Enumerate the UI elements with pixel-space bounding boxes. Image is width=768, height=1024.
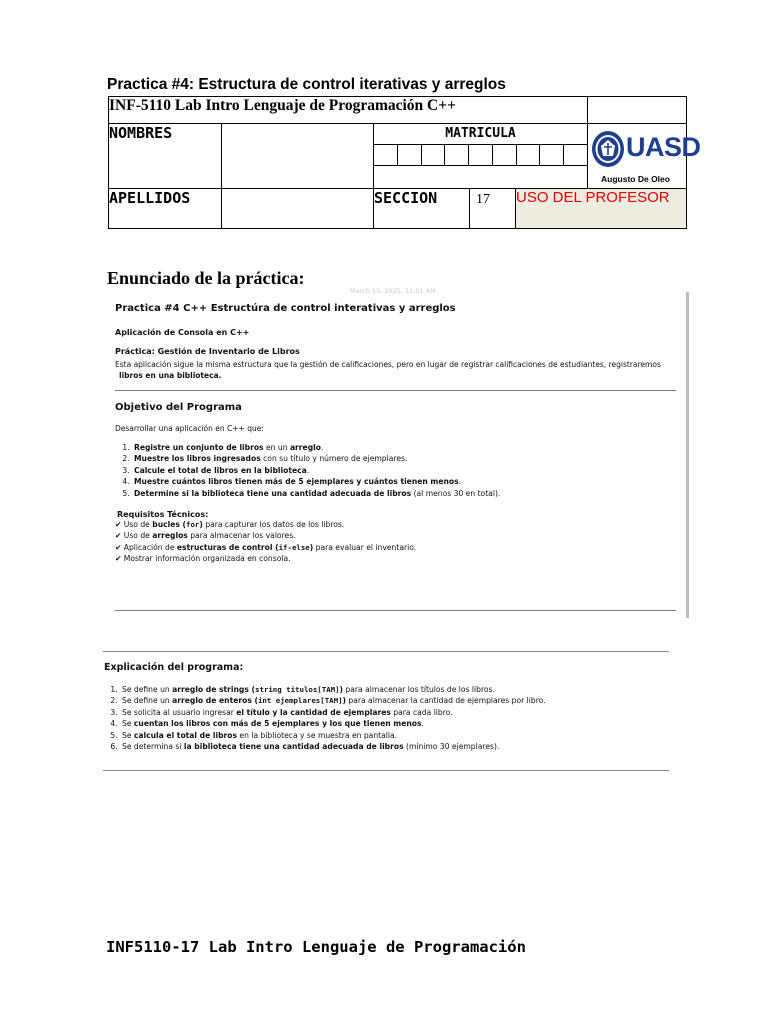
- intro-bold: libros en una biblioteca.: [119, 371, 222, 380]
- uasd-logo-text: UASD: [626, 132, 701, 162]
- app-type: Aplicación de Consola en C++: [115, 328, 250, 337]
- uasd-seal-icon: [591, 130, 625, 168]
- requisito-bold: arreglos: [152, 531, 188, 541]
- objetivo-item: [132, 453, 500, 464]
- requisito-text: ✔ Aplicación de: [115, 542, 177, 552]
- explicacion-text: Se define un: [122, 696, 173, 706]
- objetivo-text: en un: [263, 443, 290, 452]
- matricula-digit-box[interactable]: [398, 145, 422, 165]
- explicacion-bold: cuentan los libros con más de 5 ejemplares y los que tienen menos: [133, 719, 422, 729]
- objetivo-bold: arreglo: [289, 443, 321, 452]
- logo-caption: Augusto De Oleo: [601, 174, 670, 184]
- objetivo-item: [132, 476, 500, 487]
- objetivo-text: con su título y número de ejemplares.: [260, 454, 408, 464]
- requisito-text: ✔ Uso de: [115, 531, 153, 541]
- enunciado-heading: Enunciado de la práctica:: [107, 268, 305, 288]
- objetivo-text: .: [320, 443, 324, 452]
- requisito-bold: bucles (for): [152, 520, 203, 529]
- objetivo-bold: Calcule el total de libros en la biblioteca: [134, 465, 307, 475]
- matricula-label: MATRICULA: [445, 126, 516, 141]
- explicacion-text: para almacenar los títulos de los libros.: [343, 685, 495, 694]
- matricula-digit-box[interactable]: [540, 145, 564, 165]
- objetivo-item: [132, 465, 500, 476]
- matricula-digit-box[interactable]: [564, 145, 587, 165]
- matricula-digit-box[interactable]: [493, 145, 517, 165]
- explicacion-bold-end: ): [342, 696, 346, 706]
- matricula-digit-box[interactable]: [445, 145, 469, 165]
- blank-cell: [588, 97, 687, 124]
- explicacion-item: [120, 730, 546, 741]
- objetivo-bold: Muestre cuántos libros tienen más de 5 ejemplares y cuántos tienen menos: [134, 477, 459, 487]
- requisito-bold: estructuras de control (if-else): [176, 542, 314, 552]
- seccion-value: 17: [470, 189, 516, 229]
- objetivo-bold: Registre un conjunto de libros: [134, 443, 264, 452]
- code-token: string titulos[TAM]: [255, 685, 340, 694]
- explicacion-bold: calcula el total de libros: [133, 730, 238, 740]
- explicacion-heading: Explicación del programa:: [104, 662, 244, 673]
- requisitos-heading: Requisitos Técnicos:: [117, 510, 209, 519]
- intro-text: Esta aplicación sigue la misma estructura que la gestión de calificaciones, pero en lugar de registrar calificaciones de estudiantes, registraremos: [115, 360, 661, 369]
- objetivo-heading: Objetivo del Programa: [115, 402, 242, 413]
- explicacion-bold-end: ): [339, 685, 344, 694]
- divider: [115, 390, 676, 391]
- requisito-item: [115, 519, 416, 530]
- logo-cell: [588, 124, 701, 189]
- requisitos-list: [115, 519, 416, 565]
- divider: [115, 610, 676, 611]
- explicacion-text: para almacenar la cantidad de ejemplares por libro.: [345, 696, 546, 706]
- requisito-item: [115, 553, 416, 564]
- explicacion-item: [120, 741, 546, 752]
- requisito-bold-end: ): [309, 542, 314, 552]
- objetivo-bold: Muestre los libros ingresados: [134, 454, 261, 464]
- faded-timestamp: March 13, 2025, 11:51 AM: [350, 287, 436, 295]
- footer-text: INF5110-17 Lab Intro Lenguaje de Programación: [106, 938, 526, 956]
- code-token: if-else: [278, 542, 310, 552]
- nombres-field[interactable]: [222, 124, 374, 189]
- seccion-label: SECCION: [374, 189, 470, 229]
- divider: [103, 651, 669, 652]
- matricula-cell: [374, 124, 588, 189]
- divider: [103, 770, 669, 771]
- practica-rest: : Gestión de Inventario de Libros: [151, 347, 300, 356]
- objetivo-text: .: [306, 465, 310, 475]
- explicacion-text: (mínimo 30 ejemplares).: [403, 742, 500, 752]
- requisito-text: ✔ Mostrar información organizada en consola.: [115, 554, 291, 564]
- matricula-boxes[interactable]: [374, 144, 587, 165]
- explicacion-text: .: [421, 719, 424, 729]
- explicacion-text: Se determina si: [122, 742, 184, 752]
- enunciado-practice-title: Practica #4 C++ Estructúra de control interativas y arreglos: [115, 303, 456, 314]
- explicacion-text: Se: [122, 719, 134, 729]
- objetivo-item: [132, 488, 500, 499]
- matricula-digit-box[interactable]: [422, 145, 446, 165]
- screenshot-edge: [686, 292, 689, 618]
- explicacion-list: [98, 684, 546, 752]
- requisito-item: [115, 530, 416, 541]
- explicacion-item: [120, 695, 546, 706]
- explicacion-bold: la biblioteca tiene una cantidad adecuada de libros: [183, 742, 404, 752]
- apellidos-field[interactable]: [222, 189, 374, 229]
- practica-label: Práctica: [115, 347, 152, 356]
- code-token: int ejemplares[TAM]: [257, 696, 343, 706]
- requisito-item: [115, 542, 416, 553]
- explicacion-text: Se solicita al usuario ingresar: [122, 707, 237, 717]
- requisito-text: para capturar los datos de los libros.: [202, 520, 345, 529]
- explicacion-text: Se: [122, 730, 134, 740]
- explicacion-text: en la biblioteca y se muestra en pantalla.: [237, 730, 398, 740]
- objetivo-bold: Determine si la biblioteca tiene una cantidad adecuada de libros: [134, 488, 412, 498]
- explicacion-bold: el título y la cantidad de ejemplares: [236, 707, 391, 717]
- explicacion-bold: arreglo de strings (string titulos[TAM]): [172, 685, 344, 694]
- code-token: for: [186, 520, 200, 529]
- explicacion-item: [120, 684, 546, 695]
- nombres-label: NOMBRES: [109, 124, 222, 189]
- matricula-digit-box[interactable]: [517, 145, 541, 165]
- student-info-table: [108, 96, 701, 229]
- requisito-text: para evaluar el inventario.: [313, 542, 417, 552]
- objetivo-text: (al menos 30 en total).: [411, 488, 501, 498]
- explicacion-text: Se define un: [122, 685, 173, 694]
- explicacion-item: [120, 707, 546, 718]
- requisito-bold-end: ): [199, 520, 203, 529]
- matricula-digit-box[interactable]: [469, 145, 493, 165]
- objetivo-text: .: [458, 477, 462, 487]
- explicacion-item: [120, 718, 546, 729]
- uso-del-profesor: USO DEL PROFESOR: [516, 189, 687, 229]
- matricula-digit-box[interactable]: [374, 145, 398, 165]
- document-title: Practica #4: Estructura de control iterativas y arreglos: [107, 76, 506, 93]
- objetivo-intro: Desarrollar una aplicación en C++ que:: [115, 424, 264, 433]
- apellidos-label: APELLIDOS: [109, 189, 222, 229]
- objetivos-list: [110, 442, 500, 499]
- explicacion-text: para cada libro.: [390, 707, 453, 717]
- matricula-blank: [374, 165, 587, 188]
- course-title: INF-5110 Lab Intro Lenguaje de Programación C++: [109, 97, 588, 124]
- practica-line: [115, 347, 300, 356]
- requisito-text: para almacenar los valores.: [187, 531, 296, 541]
- requisito-text: ✔ Uso de: [115, 520, 153, 529]
- explicacion-bold: arreglo de enteros (int ejemplares[TAM]): [172, 696, 346, 706]
- objetivo-item: [132, 442, 500, 453]
